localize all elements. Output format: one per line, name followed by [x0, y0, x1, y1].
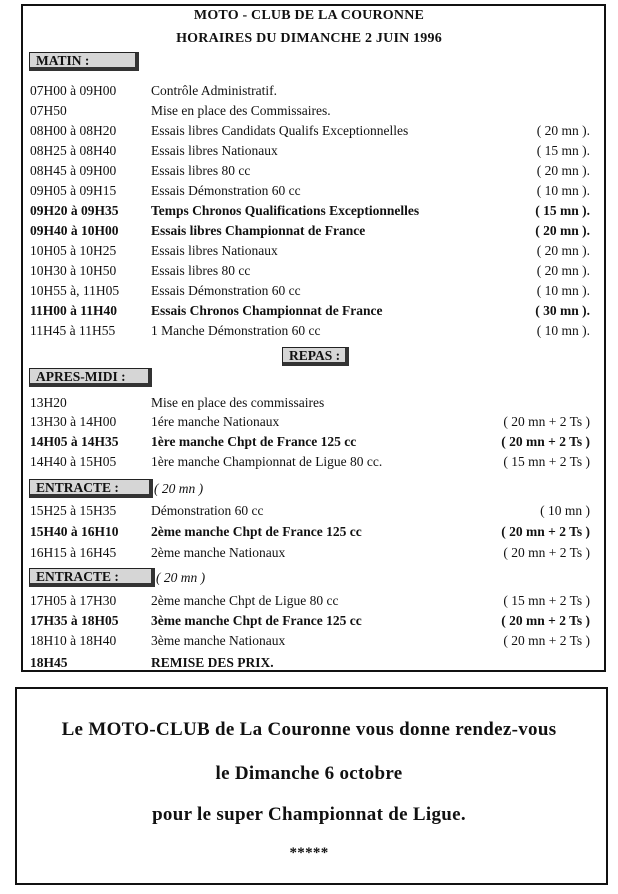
announcement-line-3: pour le super Championnat de Ligue. [152, 804, 466, 825]
row-desc: Essais libres Nationaux [151, 143, 278, 158]
section-apres-midi: APRES-MIDI : [29, 368, 152, 387]
section-repas: REPAS : [282, 347, 349, 366]
apres-midi-row [30, 501, 590, 521]
row-time: 15H25 à 15H35 [30, 503, 117, 518]
row-time: 08H45 à 09H00 [30, 163, 117, 178]
row-desc: 1ére manche Nationaux [151, 414, 280, 429]
row-duration: ( 20 mn ). [536, 263, 590, 278]
row-time: 07H50 [30, 103, 67, 118]
matin-row [30, 141, 590, 161]
row-desc: 2ème manche Chpt de Ligue 80 cc [151, 593, 339, 608]
matin-row [30, 321, 590, 341]
row-time: 13H30 à 14H00 [30, 414, 117, 429]
row-duration: ( 10 mn ). [536, 323, 590, 338]
apres-midi-row [30, 611, 590, 631]
matin-row [30, 81, 590, 101]
row-duration: ( 15 mn + 2 Ts ) [503, 454, 590, 469]
row-desc: 2ème manche Chpt de France 125 cc [151, 524, 362, 539]
matin-row [30, 221, 590, 241]
section-entracte-1: ENTRACTE : [29, 479, 153, 498]
row-desc: Essais libres Nationaux [151, 243, 278, 258]
row-desc: Temps Chronos Qualifications Exceptionnelles [151, 203, 420, 218]
row-duration: ( 20 mn + 2 Ts ) [501, 434, 590, 449]
row-time: 09H05 à 09H15 [30, 183, 117, 198]
row-time: 09H40 à 10H00 [30, 223, 119, 238]
row-desc: Essais libres Candidats Qualifs Exceptionnelles [151, 123, 409, 138]
apres-midi-row [30, 393, 590, 413]
matin-row [30, 201, 590, 221]
row-time: 14H40 à 15H05 [30, 454, 117, 469]
row-desc: Essais Chronos Championnat de France [151, 303, 383, 318]
row-time: 13H20 [30, 395, 67, 410]
announcement-stars: ***** [289, 845, 329, 861]
row-desc: Essais libres Championnat de France [151, 223, 366, 238]
row-time: 11H45 à 11H55 [30, 323, 116, 338]
row-duration: ( 20 mn + 2 Ts ) [503, 545, 590, 560]
club-title: MOTO - CLUB DE LA COURONNE [193, 8, 425, 23]
row-time: 15H40 à 16H10 [30, 524, 119, 539]
row-duration: ( 15 mn ). [536, 143, 590, 158]
row-duration: ( 20 mn + 2 Ts ) [501, 613, 590, 628]
row-duration: ( 10 mn ) [540, 503, 590, 518]
row-desc: 3ème manche Nationaux [151, 633, 286, 648]
row-time: 10H55 à, 11H05 [30, 283, 120, 298]
row-desc: 1 Manche Démonstration 60 cc [151, 323, 321, 338]
apres-midi-row [30, 543, 590, 563]
row-duration: ( 20 mn + 2 Ts ) [501, 524, 590, 539]
entracte-1-duration: ( 20 mn ) [154, 481, 204, 496]
row-duration: ( 20 mn ). [536, 163, 590, 178]
row-time: 07H00 à 09H00 [30, 83, 117, 98]
apres-midi-row [30, 452, 590, 472]
row-duration: ( 15 mn + 2 Ts ) [503, 593, 590, 608]
row-time: 11H00 à 11H40 [30, 303, 118, 318]
row-desc: 1ère manche Championnat de Ligue 80 cc. [151, 454, 383, 469]
row-duration: ( 20 mn ). [536, 123, 590, 138]
matin-row [30, 281, 590, 301]
schedule-subtitle: HORAIRES DU DIMANCHE 2 JUIN 1996 [176, 31, 442, 46]
row-time: 10H05 à 10H25 [30, 243, 117, 258]
matin-row [30, 121, 590, 141]
row-time: 09H20 à 09H35 [30, 203, 119, 218]
row-duration: ( 15 mn ). [535, 203, 590, 218]
row-desc: Contrôle Administratif. [151, 83, 277, 98]
entracte-2-duration: ( 20 mn ) [156, 570, 206, 585]
matin-row [30, 261, 590, 281]
matin-row [30, 241, 590, 261]
row-desc: 3ème manche Chpt de France 125 cc [151, 613, 362, 628]
row-duration: ( 10 mn ). [536, 183, 590, 198]
apres-midi-row [30, 631, 590, 651]
row-time: 18H45 [30, 655, 68, 670]
row-duration: ( 10 mn ). [536, 283, 590, 298]
row-time: 18H10 à 18H40 [30, 633, 117, 648]
row-time: 08H00 à 08H20 [30, 123, 117, 138]
row-desc: Essais Démonstration 60 cc [151, 183, 301, 198]
row-desc: 1ère manche Chpt de France 125 cc [151, 434, 357, 449]
row-duration: ( 20 mn + 2 Ts ) [503, 414, 590, 429]
row-desc: Essais libres 80 cc [151, 163, 251, 178]
row-desc: REMISE DES PRIX. [151, 655, 274, 670]
announcement-line-2: le Dimanche 6 octobre [215, 763, 403, 784]
row-duration: ( 30 mn ). [535, 303, 590, 318]
row-desc: Essais Démonstration 60 cc [151, 283, 301, 298]
row-duration: ( 20 mn + 2 Ts ) [503, 633, 590, 648]
row-time: 14H05 à 14H35 [30, 434, 119, 449]
row-desc: Mise en place des Commissaires. [151, 103, 331, 118]
row-time: 16H15 à 16H45 [30, 545, 117, 560]
row-time: 17H35 à 18H05 [30, 613, 119, 628]
row-time: 08H25 à 08H40 [30, 143, 117, 158]
announcement-line-1: Le MOTO-CLUB de La Couronne vous donne rendez-vous [61, 719, 557, 740]
apres-midi-row [30, 522, 590, 542]
section-matin: MATIN : [29, 52, 139, 71]
matin-row [30, 181, 590, 201]
matin-row [30, 101, 590, 121]
apres-midi-row [30, 432, 590, 452]
row-time: 10H30 à 10H50 [30, 263, 117, 278]
row-desc: Démonstration 60 cc [151, 503, 264, 518]
row-duration: ( 20 mn ). [536, 243, 590, 258]
matin-row [30, 301, 590, 321]
row-time: 17H05 à 17H30 [30, 593, 117, 608]
matin-row [30, 161, 590, 181]
row-duration: ( 20 mn ). [535, 223, 590, 238]
apres-midi-row [30, 591, 590, 611]
row-desc: 2ème manche Nationaux [151, 545, 286, 560]
row-desc: Mise en place des commissaires [151, 395, 325, 410]
row-desc: Essais libres 80 cc [151, 263, 251, 278]
apres-midi-row [30, 412, 590, 432]
section-entracte-2: ENTRACTE : [29, 568, 155, 587]
apres-midi-row [30, 653, 590, 673]
